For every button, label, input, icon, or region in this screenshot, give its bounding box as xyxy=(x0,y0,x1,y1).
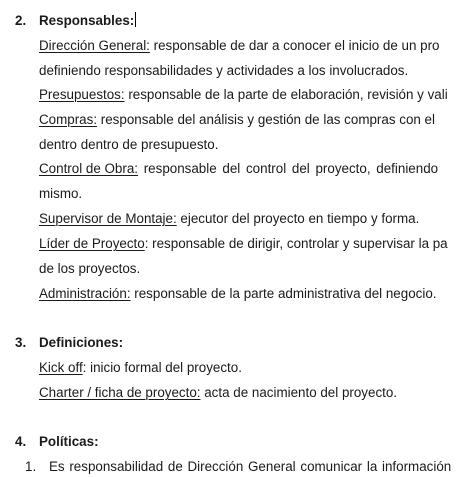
section-title-definiciones[interactable]: Definiciones: xyxy=(39,335,124,350)
term-direccion: Dirección General: xyxy=(39,38,150,53)
paragraph-control-line-2[interactable] xyxy=(39,185,82,203)
paragraph-lider-line-2[interactable] xyxy=(39,260,140,278)
definition-supervisor-montaje: ejecutor del proyecto en tiempo y forma. xyxy=(176,211,420,226)
policy-text: Es responsabilidad de Dirección General comunicar la información xyxy=(49,459,452,474)
section-number: 4. xyxy=(15,434,27,449)
definition-compras: responsable del análisis y gestión de las compras con el xyxy=(97,112,435,127)
policy-item-1[interactable] xyxy=(49,458,451,476)
paragraph-supervisor[interactable] xyxy=(39,210,419,228)
paragraph-charter[interactable] xyxy=(39,384,397,402)
paragraph-compras-line-1[interactable] xyxy=(39,111,435,129)
paragraph-direccion-line-1[interactable] xyxy=(39,37,439,55)
definition-kick-off: : inicio formal del proyecto. xyxy=(82,360,242,375)
definition-administracion: responsable de la parte administrativa del negocio. xyxy=(130,286,437,301)
definition-compras-continued: dentro dentro de presupuesto. xyxy=(39,137,219,152)
term-control-obra: Control de Obra: xyxy=(39,161,138,176)
paragraph-control-line-1[interactable] xyxy=(39,160,438,178)
definition-control-obra-continued: mismo. xyxy=(39,186,83,201)
paragraph-lider-line-1[interactable] xyxy=(39,235,448,253)
term-administracion: Administración: xyxy=(39,286,131,301)
section-number: 3. xyxy=(15,335,27,350)
section-heading-responsables[interactable] xyxy=(39,12,136,30)
policy-number: 1. xyxy=(25,459,37,474)
definition-presupuestos: responsable de la parte de elaboración, revisión y vali xyxy=(124,87,448,102)
definition-control-obra: responsable del control del proyecto, definiendo xyxy=(138,161,439,176)
section-number: 2. xyxy=(15,13,27,28)
section-title-politicas[interactable]: Políticas: xyxy=(39,434,99,449)
text-cursor xyxy=(135,12,136,27)
paragraph-presupuestos[interactable] xyxy=(39,86,448,104)
paragraph-kickoff[interactable] xyxy=(39,359,242,377)
definition-lider-proyecto: : responsable de dirigir, controlar y supervisar la pa xyxy=(144,236,448,251)
term-charter: Charter / ficha de proyecto: xyxy=(39,385,201,400)
paragraph-compras-line-2[interactable] xyxy=(39,136,218,154)
definition-lider-proyecto-continued: de los proyectos. xyxy=(39,261,141,276)
definition-direccion: responsable de dar a conocer el inicio de un pro xyxy=(149,38,440,53)
term-supervisor-montaje: Supervisor de Montaje: xyxy=(39,211,177,226)
paragraph-administracion[interactable] xyxy=(39,285,437,303)
section-title[interactable]: Responsables: xyxy=(39,13,135,28)
term-lider-proyecto: Líder de Proyecto xyxy=(39,236,145,251)
term-presupuestos: Presupuestos: xyxy=(39,87,125,102)
term-compras: Compras: xyxy=(39,112,98,127)
definition-direccion-continued: definiendo responsabilidades y actividades a los involucrados. xyxy=(39,63,409,78)
term-kick-off: Kick off xyxy=(39,360,83,375)
definition-charter: acta de nacimiento del proyecto. xyxy=(200,385,398,400)
paragraph-direccion-line-2[interactable] xyxy=(39,62,408,80)
